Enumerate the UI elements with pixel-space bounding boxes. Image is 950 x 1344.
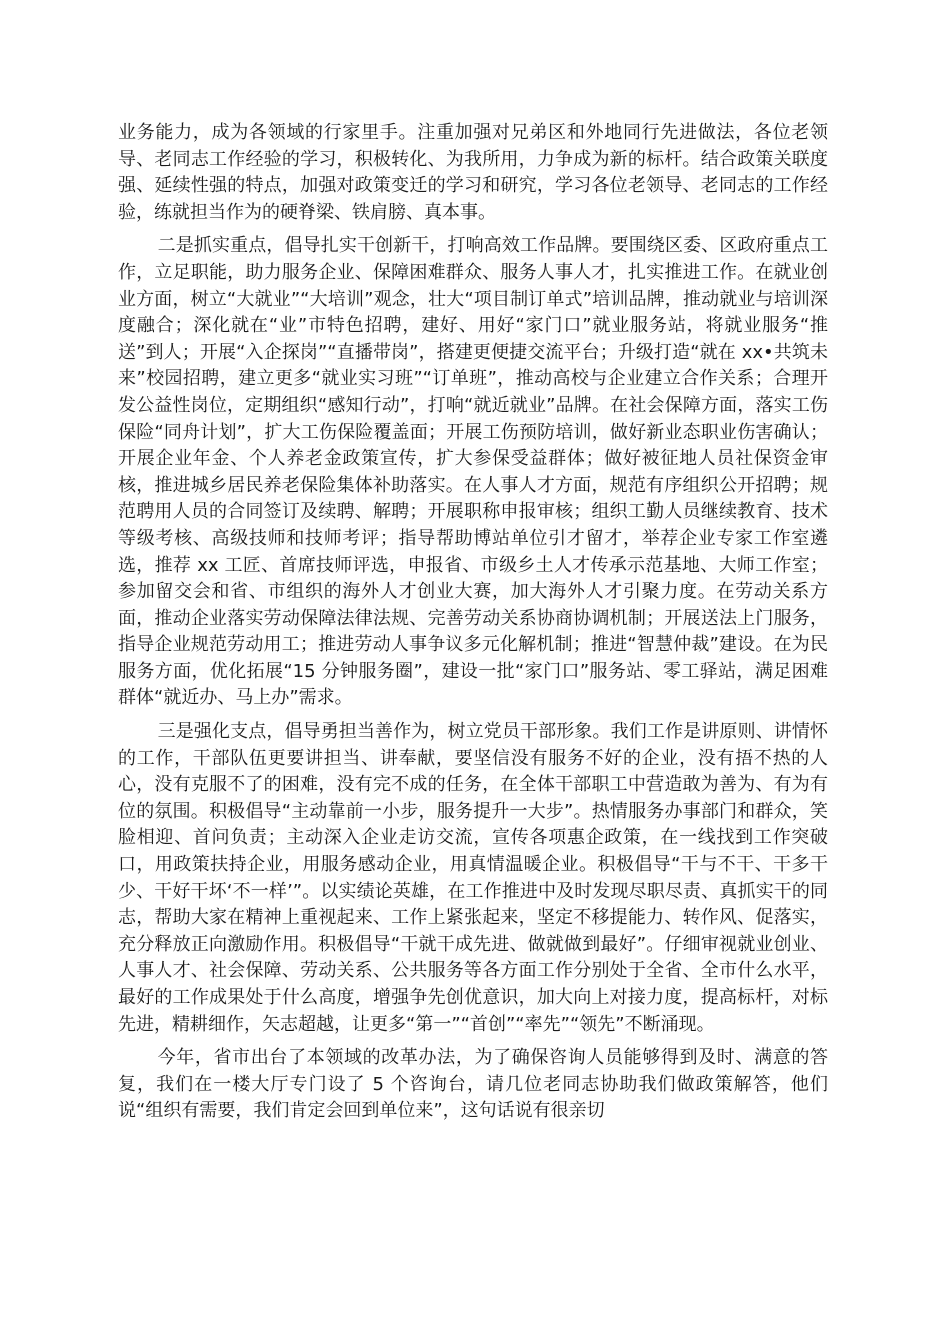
paragraph-this-year: 今年，省市出台了本领域的改革办法，为了确保咨询人员能够得到及时、满意的答复，我们在一楼大厅专门设了 5 个咨询台，请几位老同志协助我们做政策解答，他们说“组织有需要，我们肯定会回到单位来”，这句话说有很亲切	[118, 1047, 828, 1122]
paragraph-strengthen-support: 三是强化支点，倡导勇担当善作为，树立党员干部形象。我们工作是讲原则、讲情怀的工作，干部队伍更要讲担当、讲奉献，要坚信没有服务不好的企业，没有捂不热的人心，没有克服不了的困难，没有完不成的任务，在全体干部职工中营造敢为善为、有为有位的氛围。积极倡导“主动靠前一小步，服务提升一大步”。热情服务办事部门和群众，笑脸相迎、首问负责；主动深入企业走访交流，宣传各项惠企政策，在一线找到工作突破口，用政策扶持企业，用服务感动企业，用真情温暖企业。积极倡导“干与不干、干多干少、干好干坏‘不一样’”。以实绩论英雄，在工作推进中及时发现尽职尽责、真抓实干的同志，帮助大家在精神上重视起来、工作上紧张起来，坚定不移提能力、转作风、促落实，充分释放正向激励作用。积极倡导“干就干成先进、做就做到最好”。仔细审视就业创业、人事人才、社会保障、劳动关系、公共服务等各方面工作分别处于全省、全市什么水平，最好的工作成果处于什么高度，增强争先创优意识，加大向上对接力度，提高标杆，对标先进，精耕细作，矢志超越，让更多“第一”“首创”“率先”“领先”不断涌现。	[118, 721, 828, 1035]
paragraph-focus-key-points: 二是抓实重点，倡导扎实干创新干，打响高效工作品牌。要围绕区委、区政府重点工作，立足职能，助力服务企业、保障困难群众、服务人事人才，扎实推进工作。在就业创业方面，树立“大就业”“大培训”观念，壮大“项目制订单式”培训品牌，推动就业与培训深度融合；深化就在“业”市特色招聘，建好、用好“家门口”就业服务站，将就业服务“推送”到人；开展“入企探岗”“直播带岗”，搭建更便捷交流平台；升级打造“就在 xx•共筑未来”校园招聘，建立更多“就业实习班”“订单班”，推动高校与企业建立合作关系；合理开发公益性岗位，定期组织“感知行动”，打响“就近就业”品牌。在社会保障方面，落实工伤保险“同舟计划”，扩大工伤保险覆盖面；开展工伤预防培训，做好新业态职业伤害确认；开展企业年金、个人养老金政策宣传，扩大参保受益群体；做好被征地人员社保资金审核，推进城乡居民养老保险集体补助落实。在人事人才方面，规范有序组织公开招聘；规范聘用人员的合同签订及续聘、解聘；开展职称申报审核；组织工勤人员继续教育、技术等级考核、高级技师和技师考评；指导帮助博站单位引才留才，举荐企业专家工作室遴选，推荐 xx 工匠、首席技师评选，申报省、市级乡土人才传承示范基地、大师工作室；参加留交会和省、市组织的海外人才创业大赛，加大海外人才引聚力度。在劳动关系方面，推动企业落实劳动保障法律法规、完善劳动关系协商协调机制；开展送法上门服务，指导企业规范劳动用工；推进劳动人事争议多元化解机制；推进“智慧仲裁”建设。在为民服务方面，优化拓展“15 分钟服务圈”，建设一批“家门口”服务站、零工驿站，满足困难群体“就近办、马上办”需求。	[118, 235, 828, 709]
document-body	[118, 120, 828, 1132]
paragraph-continuation: 业务能力，成为各领域的行家里手。注重加强对兄弟区和外地同行先进做法，各位老领导、老同志工作经验的学习，积极转化、为我所用，力争成为新的标杆。结合政策关联度强、延续性强的特点，加强对政策变迁的学习和研究，学习各位老领导、老同志的工作经验，练就担当作为的硬脊梁、铁肩膀、真本事。	[118, 122, 828, 223]
